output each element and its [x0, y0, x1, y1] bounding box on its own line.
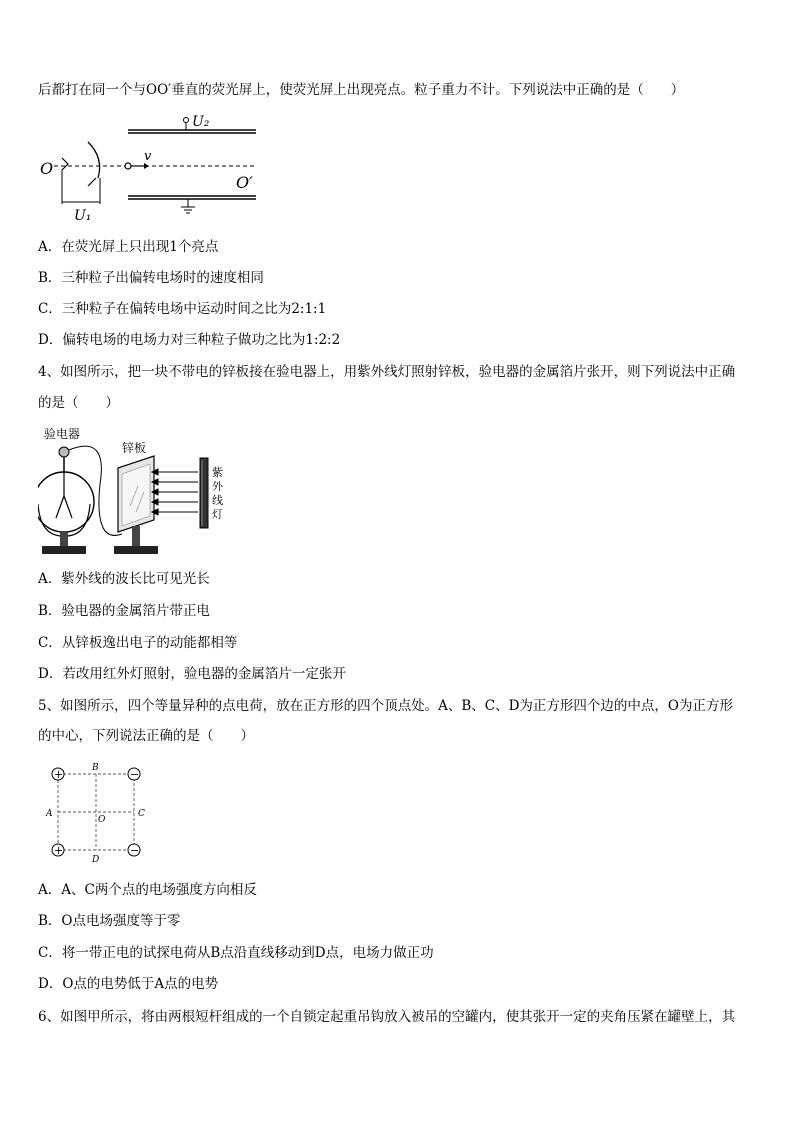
q5-label-A: A	[46, 809, 53, 819]
q3-figure	[38, 108, 268, 230]
q3-option-c[interactable]: C．三种粒子在偏转电场中运动时间之比为2:1:1	[38, 301, 327, 317]
q3-label-Oprime: O′	[236, 173, 253, 192]
q4-stem-line1: 4、如图所示，把一块不带电的锌板接在验电器上，用紫外线灯照射锌板，验电器的金属箔片张开，则下列说法中正确	[38, 364, 736, 380]
q6-stem-line1: 6、如图甲所示，将由两根短杆组成的一个自锁定起重吊钩放入被吊的空罐内，使其张开一定的夹角压紧在罐壁上，其	[38, 1009, 736, 1025]
q3-label-O: O	[40, 159, 54, 178]
q4-label-uv-3: 线	[212, 494, 223, 507]
q4-label-zinc: 锌板	[122, 441, 147, 455]
q4-figure	[38, 424, 228, 560]
q3-stem-tail: 后都打在同一个与OO′垂直的荧光屏上，使荧光屏上出现亮点。粒子重力不计。下列说法中正确的是（ ）	[38, 82, 685, 98]
q4-option-d[interactable]: D．若改用红外灯照射，验电器的金属箔片一定张开	[38, 666, 346, 682]
q4-stem-line2: 的是（ ）	[38, 395, 119, 411]
q5-charge-bottom-right: −	[130, 844, 140, 857]
q3-label-v: v	[144, 149, 152, 164]
q4-label-uv-1: 紫	[212, 466, 223, 479]
q5-figure	[44, 760, 154, 868]
q5-label-D: D	[92, 855, 100, 865]
q5-stem-line2: 的中心，下列说法正确的是（ ）	[38, 728, 254, 744]
q4-label-uv-2: 外	[212, 480, 223, 493]
q5-option-b[interactable]: B．O点电场强度等于零	[38, 913, 181, 929]
q3-option-b[interactable]: B．三种粒子出偏转电场时的速度相同	[38, 270, 264, 286]
q4-option-b[interactable]: B．验电器的金属箔片带正电	[38, 603, 210, 619]
q5-option-a[interactable]: A．A、C两个点的电场强度方向相反	[38, 882, 257, 898]
q5-charge-bottom-left: +	[54, 844, 64, 857]
q4-option-c[interactable]: C．从锌板逸出电子的动能都相等	[38, 635, 238, 651]
q5-option-c[interactable]: C．将一带正电的试探电荷从B点沿直线移动到D点，电场力做正功	[38, 945, 434, 961]
q5-label-B: B	[92, 763, 99, 773]
q5-charge-top-left: +	[54, 768, 64, 781]
q3-option-d[interactable]: D．偏转电场的电场力对三种粒子做功之比为1:2:2	[38, 332, 341, 348]
q5-label-O: O	[98, 815, 106, 825]
q3-label-U1: U₁	[74, 208, 92, 224]
q5-option-d[interactable]: D．O点的电势低于A点的电势	[38, 976, 219, 992]
q3-label-U2: U₂	[192, 114, 210, 130]
q5-charge-top-right: −	[130, 768, 140, 781]
q4-label-electroscope: 验电器	[44, 427, 81, 441]
q4-label-uv-4: 灯	[212, 508, 223, 521]
q5-stem-line1: 5、如图所示，四个等量异种的点电荷，放在正方形的四个顶点处。A、B、C、D为正方形四个边的中点，O为正方形	[38, 698, 733, 714]
q4-option-a[interactable]: A．紫外线的波长比可见光长	[38, 571, 210, 587]
q3-option-a[interactable]: A．在荧光屏上只出现1个亮点	[38, 239, 219, 255]
q5-label-C: C	[138, 809, 145, 819]
